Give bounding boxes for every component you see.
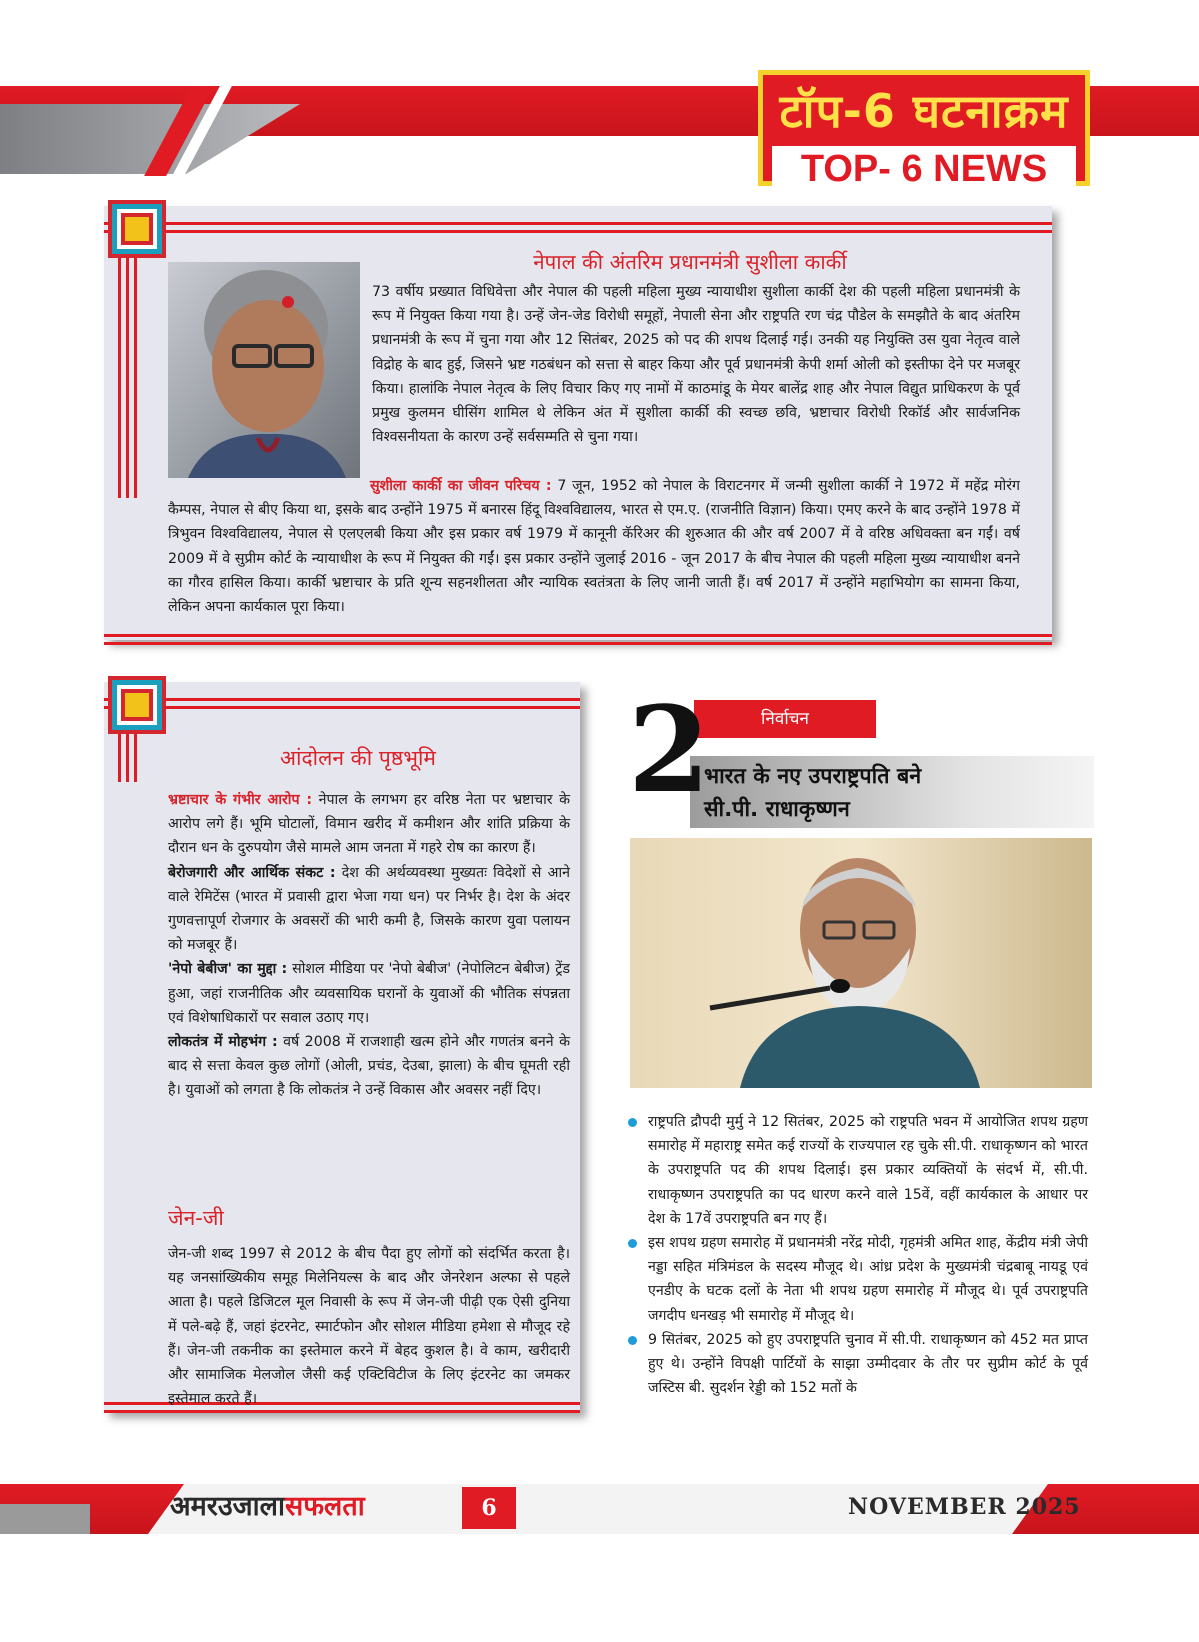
story1-title: नेपाल की अंतरिम प्रधानमंत्री सुशीला कार्की [533, 250, 847, 274]
radhakrishnan-photo [630, 838, 1092, 1088]
header-title-english: TOP- 6 NEWS [800, 148, 1048, 190]
point-label: 'नेपो बेबीज' का मुद्दा : [168, 961, 288, 978]
bullet-text: राष्ट्रपति द्रौपदी मुर्मु ने 12 सितंबर, 2025 को राष्ट्रपति भवन में आयोजित शपथ ग्रहण समारोह में महाराष्ट्र समेत कई राज्यों के राज्यपाल रह चुके सी.पी. राधाकृष्णन को भारत के उपराष्ट्रपति पद की शपथ दिलाई। इस प्रकार व्यक्तियों के संदर्भ में, सी.पी. राधाकृष्णन उपराष्ट्रपति का पद धारण करने वाले 15वें, वहीं कार्यकाल के आधार पर देश के 17वें उपराष्ट्रपति बन गए हैं। [648, 1114, 1088, 1227]
corner-ornament-icon [108, 676, 166, 734]
background-point [168, 861, 570, 958]
story1-bio-text: 7 जून, 1952 को नेपाल के विराटनगर में जन्मी सुशीला कार्की ने 1972 में महेंद्र मोरंग कैम्पस, नेपाल से बीए किया था, इसके बाद उन्होंने 1975 में बनारस हिंदू विश्वविद्यालय, भारत से एम.ए. (राजनीति विज्ञान) किया। एमए करने के बाद उन्होंने 1978 में त्रिभुवन विश्वविद्यालय, नेपाल से एलएलबी किया और इस प्रकार वर्ष 1979 में कानूनी कॅरिअर की शुरुआत की और वर्ष 2007 में वे वरिष्ठ अधिवक्ता बन गईं। वर्ष 2009 में वे सुप्रीम कोर्ट के न्यायाधीश के रूप में नियुक्त की गईं। इस प्रकार उन्होंने जुलाई 2016 - जून 2017 के बीच नेपाल की पहली महिला मुख्य न्यायाधीश बनने का गौरव हासिल किया। कार्की भ्रष्टाचार के प्रति शून्य सहनशीलता और न्यायिक स्वतंत्रता के लिए जानी जाती हैं। वर्ष 2017 में उन्होंने महाभियोग का सामना किया, लेकिन अपना कार्यकाल पूरा किया। [168, 478, 1020, 616]
background-point [168, 957, 570, 1030]
story1-bio [168, 474, 1020, 619]
story1-bio-label: सुशीला कार्की का जीवन परिचय : [370, 478, 552, 494]
point-label: लोकतंत्र में मोहभंग : [168, 1034, 278, 1051]
decor-rule [104, 706, 580, 709]
decor-rule [104, 634, 1052, 637]
bullet-dot-icon [628, 1239, 637, 1248]
background-point [168, 1030, 570, 1103]
decor-rule [104, 698, 580, 701]
point-text: नेपाल के लगभग हर वरिष्ठ नेता पर भ्रष्टाचार के आरोप लगे हैं। भूमि घोटालों, विमान खरीद में कमीशन और शांति प्रक्रिया के दौरान धन के दुरुपयोग जैसे मामले आम जनता में गहरे रोष का कारण हैं। [168, 792, 570, 857]
brand-name: अमरउजाला [170, 1491, 285, 1522]
point-label: भ्रष्टाचार के गंभीर आरोप : [168, 792, 313, 808]
background-point [168, 788, 570, 861]
story-number: 2 [628, 680, 711, 819]
issue-date: NOVEMBER 2025 [848, 1494, 1081, 1520]
bullet-item [628, 1110, 1088, 1231]
footer-brand-logo [170, 1486, 365, 1523]
page-number: 6 [462, 1487, 516, 1529]
corner-ornament-icon [108, 200, 166, 258]
story2-bullets [628, 1110, 1088, 1400]
headline-line: सी.पी. राधाकृष्णन [704, 797, 850, 822]
point-text: देश की अर्थव्यवस्था मुख्यतः विदेशों से आने वाले रेमिटेंस (भारत में प्रवासी द्वारा भेजा गया धन) पर निर्भर है। देश के अंदर गुणवत्तापूर्ण रोजगार के अवसरों की भारी कमी है, जिसके कारण युवा पलायन को मजबूर हैं। [168, 864, 570, 954]
point-text: सोशल मीडिया पर 'नेपो बेबीज' (नेपोलिटन बेबीज) ट्रेंड हुआ, जहां राजनीतिक और व्यवसायिक घरानों के युवाओं की भौतिक संपन्नता एवं विशेषाधिकारों पर सवाल उठाए गए। [168, 961, 570, 1026]
point-text: वर्ष 2008 में राजशाही खत्म होने और गणतंत्र बनने के बाद से सत्ता केवल कुछ लोगों (ओली, प्रचंड, देउबा, झाला) के बीच घूमती रही है। युवाओं को लगता है कि लोकतंत्र ने उन्हें विकास और अवसर नहीं दिए। [168, 1034, 570, 1099]
story2-headline [704, 760, 1090, 826]
sushila-karki-photo [168, 262, 360, 478]
bullet-dot-icon [628, 1118, 637, 1127]
category-tag: निर्वाचन [694, 700, 876, 738]
bullet-item [628, 1231, 1088, 1328]
bullet-text: 9 सितंबर, 2025 को हुए उपराष्ट्रपति चुनाव में सी.पी. राधाकृष्णन को 452 मत प्राप्त हुए थे। उन्होंने विपक्षी पार्टियों के साझा उम्मीदवार के तौर पर सुप्रीम कोर्ट के पूर्व जस्टिस बी. सुदर्शन रेड्डी को 152 मतों के [648, 1331, 1088, 1397]
footer-gray-block [0, 1504, 90, 1534]
background-points [168, 788, 570, 1103]
header-title-hindi: टॉप-6 घटनाक्रम [779, 84, 1069, 138]
brand-sub: सफलता [284, 1491, 365, 1522]
headline-line: भारत के नए उपराष्ट्रपति बने [704, 764, 922, 789]
decor-rule [104, 222, 1052, 225]
bullet-item [628, 1328, 1088, 1401]
point-label: बेरोजगारी और आर्थिक संकट : [168, 864, 336, 881]
decor-rule [104, 642, 1052, 645]
bullet-dot-icon [628, 1336, 637, 1345]
genz-text: जेन-जी शब्द 1997 से 2012 के बीच पैदा हुए लोगों को संदर्भित करता है। यह जनसांख्यिकीय समूह मिलेनियल्स के बाद और जेनरेशन अल्फा से पहले आता है। पहले डिजिटल मूल निवासी के रूप में जेन-जी पीढ़ी एक ऐसी दुनिया में पले-बढ़े हैं, जहां इंटरनेट, स्मार्टफोन और सोशल मीडिया हमेशा से मौजूद रहे हैं। जेन-जी तकनीक का इस्तेमाल करने में बेहद कुशल है। वे काम, खरीदारी और सामाजिक मेलजोल जैसी कई एक्टिविटीज के लिए इंटरनेट का जमकर इस्तेमाल करते हैं। [168, 1246, 570, 1408]
decor-rule [104, 230, 1052, 233]
genz-heading: जेन-जी [168, 1206, 224, 1230]
background-section-title: आंदोलन की पृष्ठभूमि [280, 746, 436, 770]
bullet-text: इस शपथ ग्रहण समारोह में प्रधानमंत्री नरेंद्र मोदी, गृहमंत्री अमित शाह, केंद्रीय मंत्री जेपी नड्डा सहित मंत्रिमंडल के सदस्य मौजूद थे। आंध्र प्रदेश के मुख्यमंत्री चंद्रबाबू नायडू एवं एनडीए के घटक दलों के नेता भी शपथ ग्रहण समारोह में मौजूद थे। पूर्व उपराष्ट्रपति जगदीप धनखड़ भी समारोह में मौजूद थे। [648, 1235, 1088, 1324]
story1-intro: 73 वर्षीय प्रख्यात विधिवेत्ता और नेपाल की पहली महिला मुख्य न्यायाधीश सुशीला कार्की देश की पहली महिला प्रधानमंत्री के रूप में नियुक्त किया गया है। उन्हें जेन-जेड विरोधी समूहों, नेपाली सेना और राष्ट्रपति रण चंद्र पौडेल के समझौते के बाद अंतरिम प्रधानमंत्री के रूप में चुना गया और 12 सितंबर, 2025 को पद की शपथ दिलाई गई। उनकी यह नियुक्ति उस युवा नेतृत्व वाले विद्रोह के बाद हुई, जिसने भ्रष्ट गठबंधन को सत्ता से बाहर किया और पूर्व प्रधानमंत्री केपी शर्मा ओली को इस्तीफा देने पर मजबूर किया। हालांकि नेपाल नेतृत्व के लिए विचार किए गए नामों में काठमांडू के मेयर बालेंद्र शाह और नेपाल विद्युत प्राधिकरण के पूर्व प्रमुख कुलमन घीसिंग शामिल थे लेकिन अंत में सुशीला कार्की की स्वच्छ छवि, भ्रष्टाचार विरोधी रिकॉर्ड और सार्वजनिक विश्वसनीयता के कारण उन्हें सर्वसम्मति से चुना गया। [372, 284, 1020, 446]
